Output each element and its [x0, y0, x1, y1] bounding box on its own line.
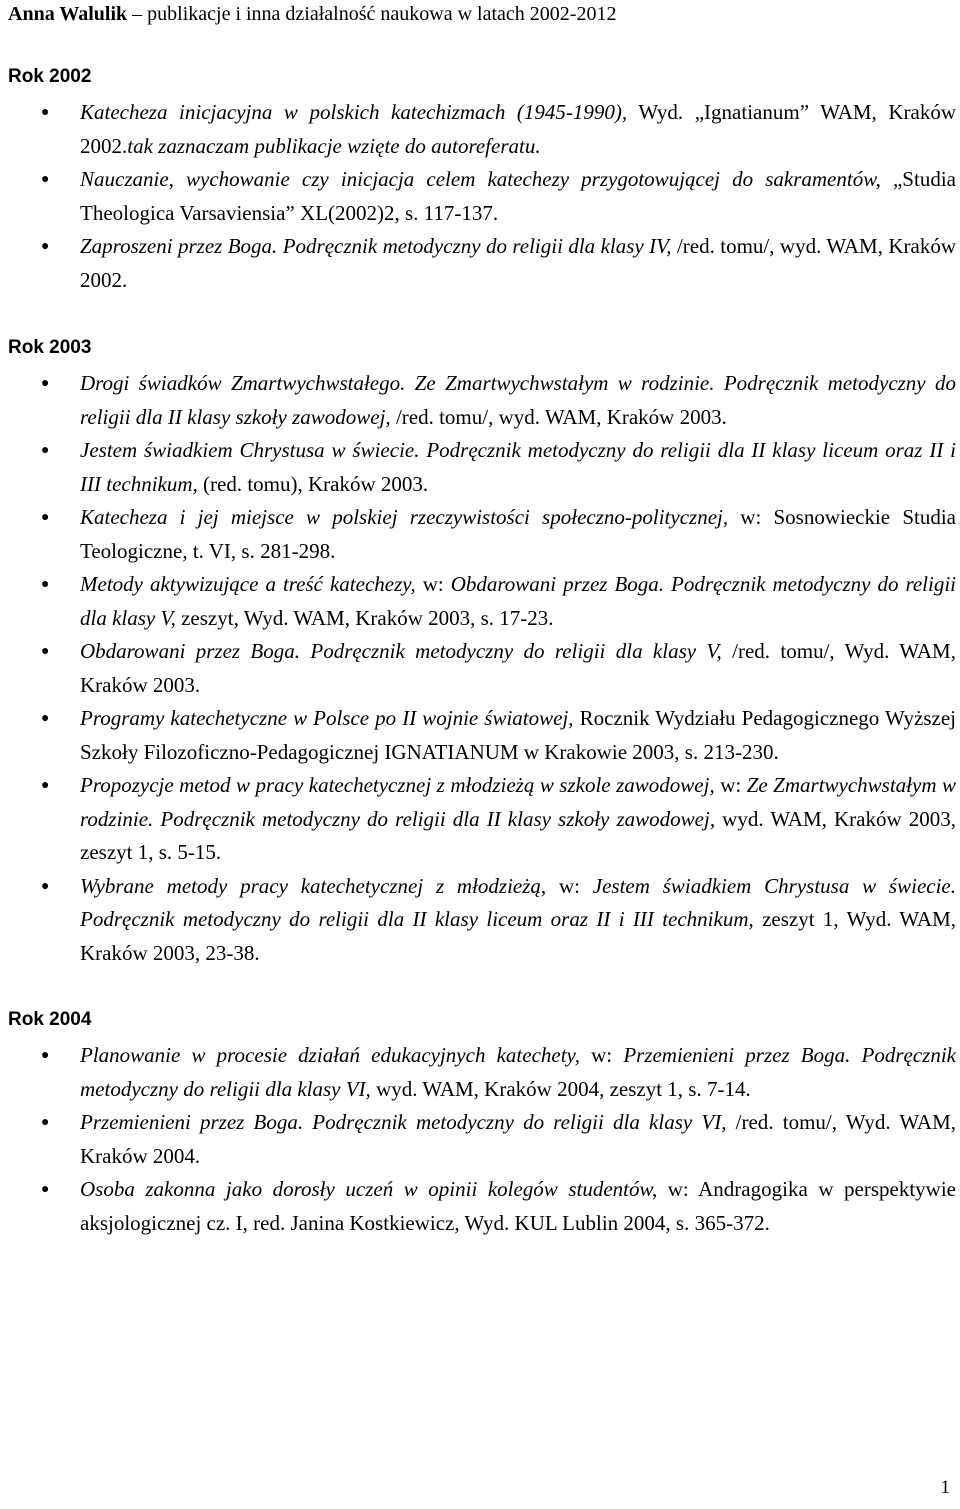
publication-item — [8, 702, 956, 769]
publication-item — [8, 568, 956, 635]
page-number: 1 — [940, 1477, 950, 1498]
publication-title-segment: Nauczanie, wychowanie czy inicjacja celem katechezy przygotowującej do sakramentów, — [80, 167, 881, 191]
year-heading-2003: Rok 2003 — [8, 337, 92, 358]
bullet-icon: ● — [41, 376, 50, 391]
document-title — [8, 0, 956, 26]
publication-item — [8, 870, 956, 971]
document-page — [8, 0, 956, 1240]
author-name: Anna Walulik — [8, 3, 128, 25]
publication-item — [8, 367, 956, 434]
publication-list-2003 — [8, 367, 956, 970]
publication-detail-segment: wyd. WAM, Kraków 2003, zeszyt 1, s. 5-15. — [80, 806, 956, 864]
publication-detail-segment: Rocznik Wydziału Pedagogicznego Wyższej Szkoły Filozoficzno-Pedagogicznej IGNATIANUM w Krakowie 2003, s. 213-230. — [80, 706, 956, 764]
publication-detail-segment: w: — [415, 572, 451, 596]
publication-detail-segment: w: — [546, 873, 593, 898]
publication-detail-segment: w: Andragogika w perspektywie aksjologicznej cz. I, red. Janina Kostkiewicz, Wyd. KUL Lublin 2004, s. 365-372. — [80, 1177, 956, 1235]
title-rest: – publikacje i inna działalność naukowa w latach 2002-2012 — [127, 3, 617, 25]
publication-list-2004 — [8, 1039, 956, 1240]
publication-title-segment: Jestem świadkiem Chrystusa w świecie. Podręcznik metodyczny do religii dla II klasy liceum oraz II i III technikum, — [80, 873, 956, 931]
bullet-icon: ● — [41, 878, 50, 894]
publication-detail-segment: zeszyt, Wyd. WAM, Kraków 2003, s. 17-23. — [175, 605, 554, 630]
publication-detail-segment: (red. tomu), Kraków 2003. — [197, 471, 429, 496]
bullet-icon: ● — [41, 443, 50, 458]
publication-title-segment: Programy katechetyczne w Polsce po II wojnie światowej, — [80, 706, 574, 730]
publication-title-segment: Metody aktywizujące a treść katechezy, — [80, 572, 416, 596]
bullet-icon: ● — [41, 1048, 50, 1063]
publication-title-segment: Katecheza inicjacyjna w polskich katechizmach (1945-1990), — [80, 100, 628, 124]
publication-title-segment: Przemienieni przez Boga. Podręcznik metodyczny do religii dla klasy VI, — [80, 1043, 956, 1101]
publication-title-segment: Obdarowani przez Boga. Podręcznik metodyczny do religii dla klasy V, — [80, 572, 957, 630]
publication-title-segment: tak zaznaczam publikacje wzięte do autoreferatu. — [127, 133, 541, 158]
publication-title-segment: Jestem świadkiem Chrystusa w świecie. Podręcznik metodyczny do religii dla II klasy liceum oraz II i III technikum, — [80, 438, 956, 496]
publication-list-2002 — [8, 96, 956, 297]
bullet-icon: ● — [41, 105, 50, 120]
publication-item — [8, 1173, 956, 1240]
publication-title-segment: Osoba zakonna jako dorosły uczeń w opinii kolegów studentów, — [80, 1177, 658, 1201]
publication-item — [8, 434, 956, 501]
publication-detail-segment: /red. tomu/, wyd. WAM, Kraków 2002. — [80, 234, 957, 292]
publication-detail-segment: w: — [579, 1043, 624, 1067]
publication-item — [8, 163, 956, 230]
publication-detail-segment: wyd. WAM, Kraków 2004, zeszyt 1, s. 7-14. — [370, 1076, 751, 1101]
publication-detail-segment: „Studia Theologica Varsaviensia” XL(2002)2, s. 117-137. — [80, 167, 956, 225]
bullet-icon: ● — [41, 510, 50, 525]
publication-title-segment: Przemienieni przez Boga. Podręcznik metodyczny do religii dla klasy VI, — [80, 1110, 727, 1134]
publication-item — [8, 230, 956, 297]
publication-detail-segment: /red. tomu/, wyd. WAM, Kraków 2003. — [390, 404, 727, 429]
publication-detail-segment: w: — [714, 773, 747, 797]
year-heading-2002: Rok 2002 — [8, 66, 92, 87]
bullet-icon: ● — [41, 172, 50, 187]
publication-item — [8, 96, 956, 163]
publication-detail-segment: zeszyt 1, Wyd. WAM, Kraków 2003, 23-38. — [80, 907, 956, 965]
publication-title-segment: Wybrane metody pracy katechetycznej z młodzieżą, — [80, 873, 547, 898]
publication-title-segment: Planowanie w procesie działań edukacyjnych katechety, — [80, 1043, 580, 1067]
publication-detail-segment: /red. tomu/, Wyd. WAM, Kraków 2003. — [80, 639, 956, 697]
publication-title-segment: Drogi świadków Zmartwychwstałego. Ze Zmartwychwstałym w rodzinie. Podręcznik metodyczny do religii dla II klasy szkoły zawodowej, — [80, 371, 956, 429]
publication-item — [8, 635, 956, 702]
bullet-icon: ● — [41, 644, 50, 659]
bullet-icon: ● — [41, 1182, 50, 1197]
publication-item — [8, 1039, 956, 1106]
year-heading-2004: Rok 2004 — [8, 1009, 92, 1030]
publication-detail-segment: w: Sosnowieckie Studia Teologiczne, t. VI, s. 281-298. — [80, 505, 956, 563]
publication-title-segment: Katecheza i jej miejsce w polskiej rzeczywistości społeczno-politycznej, — [80, 505, 729, 529]
bullet-icon: ● — [41, 778, 50, 793]
bullet-icon: ● — [41, 1115, 50, 1130]
publication-item — [8, 769, 956, 870]
bullet-icon: ● — [41, 577, 50, 592]
publication-item — [8, 1106, 956, 1173]
bullet-icon: ● — [41, 239, 50, 254]
publication-detail-segment: /red. tomu/, Wyd. WAM, Kraków 2004. — [80, 1110, 956, 1168]
publication-title-segment: Ze Zmartwychwstałym w rodzinie. Podręcznik metodyczny do religii dla II klasy szkoły zawodowej, — [80, 773, 956, 831]
publication-title-segment: Zaproszeni przez Boga. Podręcznik metodyczny do religii dla klasy IV, — [80, 234, 672, 258]
publication-detail-segment: Wyd. „Ignatianum” WAM, Kraków 2002. — [80, 100, 956, 158]
bullet-icon: ● — [41, 711, 50, 726]
publication-item — [8, 501, 956, 568]
publication-title-segment: Obdarowani przez Boga. Podręcznik metodyczny do religii dla klasy V, — [80, 639, 722, 663]
publication-title-segment: Propozycje metod w pracy katechetycznej z młodzieżą w szkole zawodowej, — [80, 773, 715, 797]
